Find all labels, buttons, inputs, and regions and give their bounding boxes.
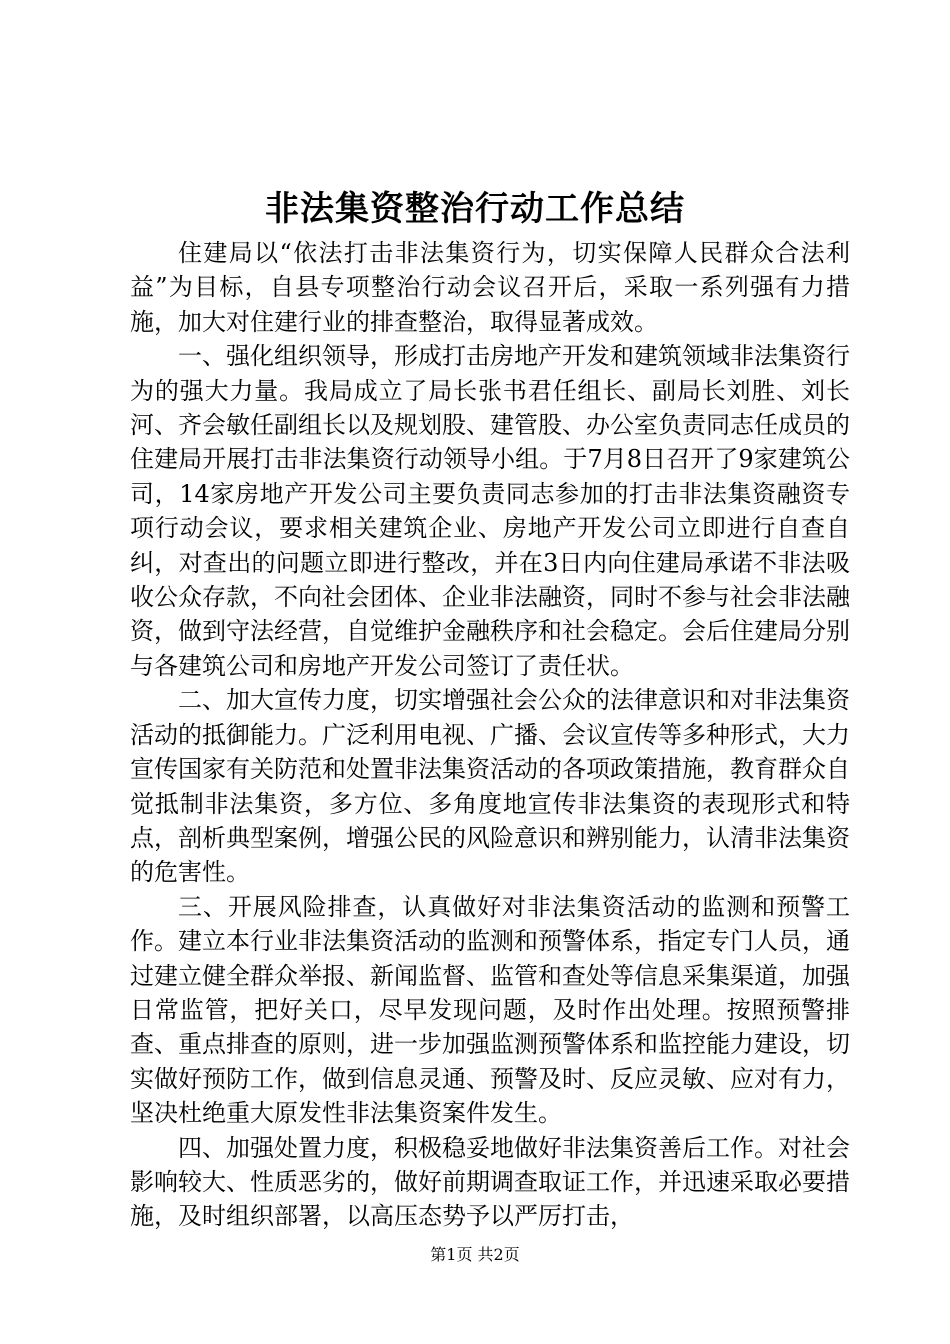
paragraph-section-3: 三、开展风险排查，认真做好对非法集资活动的监测和预警工作。建立本行业非法集资活动的监测和预警体系，指定专门人员，通过建立健全群众举报、新闻监督、监管和查处等信息采集渠道，加强日常监管，把好关口，尽早发现问题，及时作出处理。按照预警排查、重点排查的原则，进一步加强监测预警体系和监控能力建设，切实做好预防工作，做到信息灵通、预警及时、反应灵敏、应对有力，坚决杜绝重大原发性非法集资案件发生。: [130, 892, 850, 1128]
document-body: [130, 236, 850, 1234]
paragraph-section-4: 四、加强处置力度，积极稳妥地做好非法集资善后工作。对社会影响较大、性质恶劣的，做好前期调查取证工作，并迅速采取必要措施，及时组织部署，以高压态势予以严厉打击，: [130, 1133, 850, 1231]
paragraph-intro: 住建局以“依法打击非法集资行为，切实保障人民群众合法利益”为目标，自县专项整治行动会议召开后，采取一系列强有力措施，加大对住建行业的排查整治，取得显著成效。: [130, 239, 850, 336]
page-footer: 第1页 共2页: [430, 1245, 520, 1264]
paragraph-section-2: 二、加大宣传力度，切实增强社会公众的法律意识和对非法集资活动的抵御能力。广泛利用电视、广播、会议宣传等多种形式，大力宣传国家有关防范和处置非法集资活动的各项政策措施，教育群众自觉抵制非法集资，多方位、多角度地宣传非法集资的表现形式和特点，剖析典型案例，增强公民的风险意识和辨别能力，认清非法集资的危害性。: [130, 686, 850, 887]
paragraph-section-1: 一、强化组织领导，形成打击房地产开发和建筑领域非法集资行为的强大力量。我局成立了局长张书君任组长、副局长刘胜、刘长河、齐会敏任副组长以及规划股、建管股、办公室负责同志任成员的住建局开展打击非法集资行动领导小组。于7月8日召开了9家建筑公司，14家房地产开发公司主要负责同志参加的打击非法集资融资专项行动会议，要求相关建筑企业、房地产开发公司立即进行自查自纠，对查出的问题立即进行整改，并在3日内向住建局承诺不非法吸收公众存款，不向社会团体、企业非法融资，同时不参与社会非法融资，做到守法经营，自觉维护金融秩序和社会稳定。会后住建局分别与各建筑公司和房地产开发公司签订了责任状。: [130, 342, 850, 680]
document-title: 非法集资整治行动工作总结: [265, 189, 685, 229]
